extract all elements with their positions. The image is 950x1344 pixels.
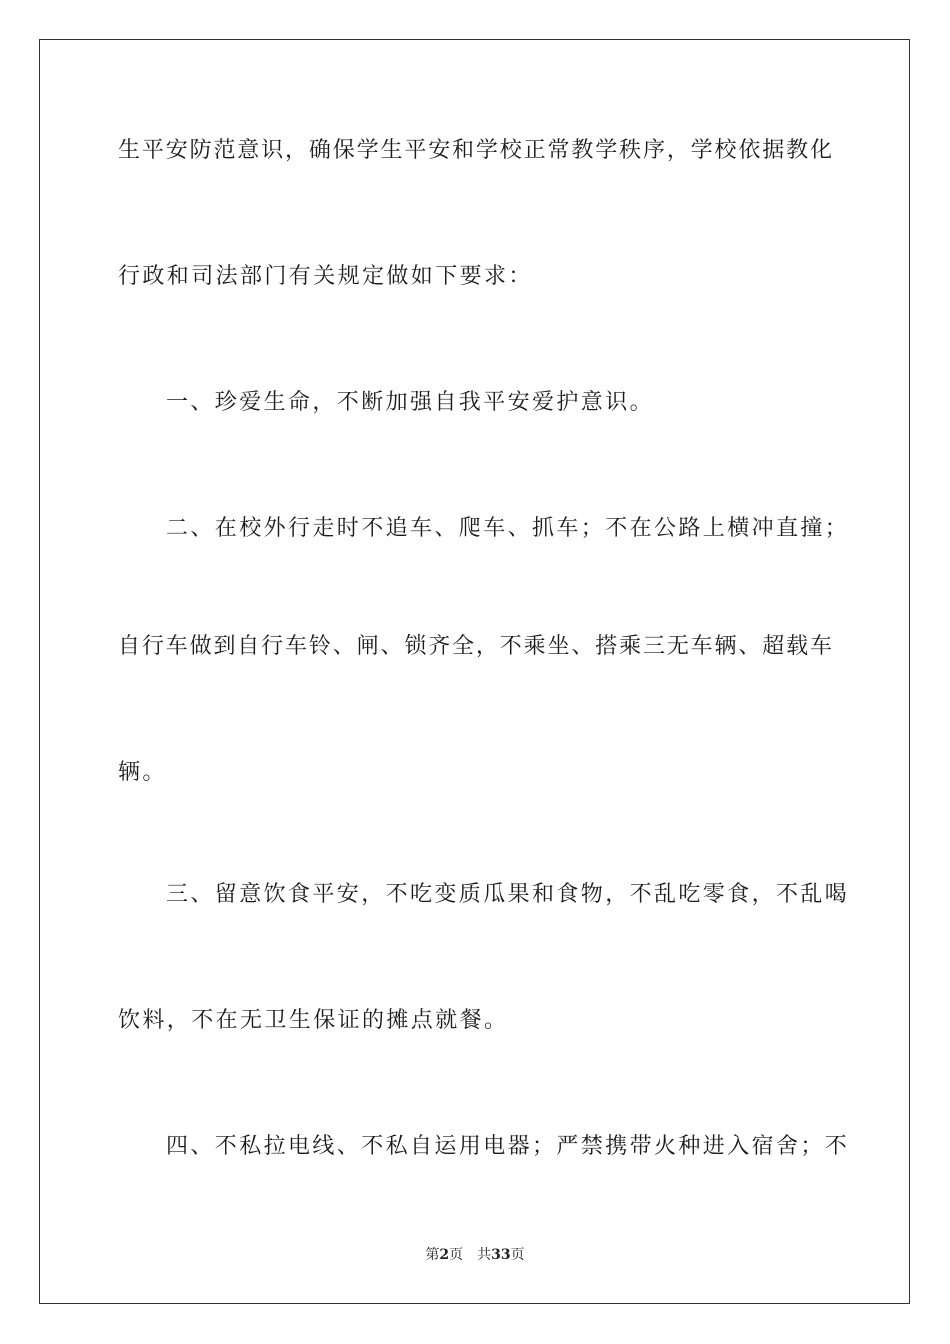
paragraph-line: 行政和司法部门有关规定做如下要求： [118, 264, 533, 289]
page-current: 2 [439, 1247, 450, 1263]
page-prefix: 第 [425, 1247, 440, 1263]
paragraph-line: 二、在校外行走时不追车、爬车、抓车；不在公路上横冲直撞； [166, 516, 850, 541]
paragraph-line: 一、珍爱生命，不断加强自我平安爱护意识。 [166, 390, 655, 415]
total-prefix: 共 [477, 1247, 492, 1263]
total-suffix: 页 [510, 1247, 525, 1263]
page-total: 33 [491, 1247, 511, 1263]
paragraph-line: 辆。 [118, 760, 167, 785]
page-border [39, 39, 910, 1304]
paragraph-line: 饮料，不在无卫生保证的摊点就餐。 [118, 1008, 509, 1033]
paragraph-line: 生平安防范意识，确保学生平安和学校正常教学秩序，学校依据教化 [118, 138, 832, 163]
paragraph-line: 三、留意饮食平安，不吃变质瓜果和食物，不乱吃零食，不乱喝 [166, 882, 850, 907]
page-suffix: 页 [449, 1247, 464, 1263]
paragraph-line: 四、不私拉电线、不私自运用电器；严禁携带火种进入宿舍；不 [166, 1134, 850, 1159]
paragraph-line: 自行车做到自行车铃、闸、锁齐全，不乘坐、搭乘三无车辆、超载车 [118, 634, 832, 659]
page-footer [0, 1245, 950, 1265]
